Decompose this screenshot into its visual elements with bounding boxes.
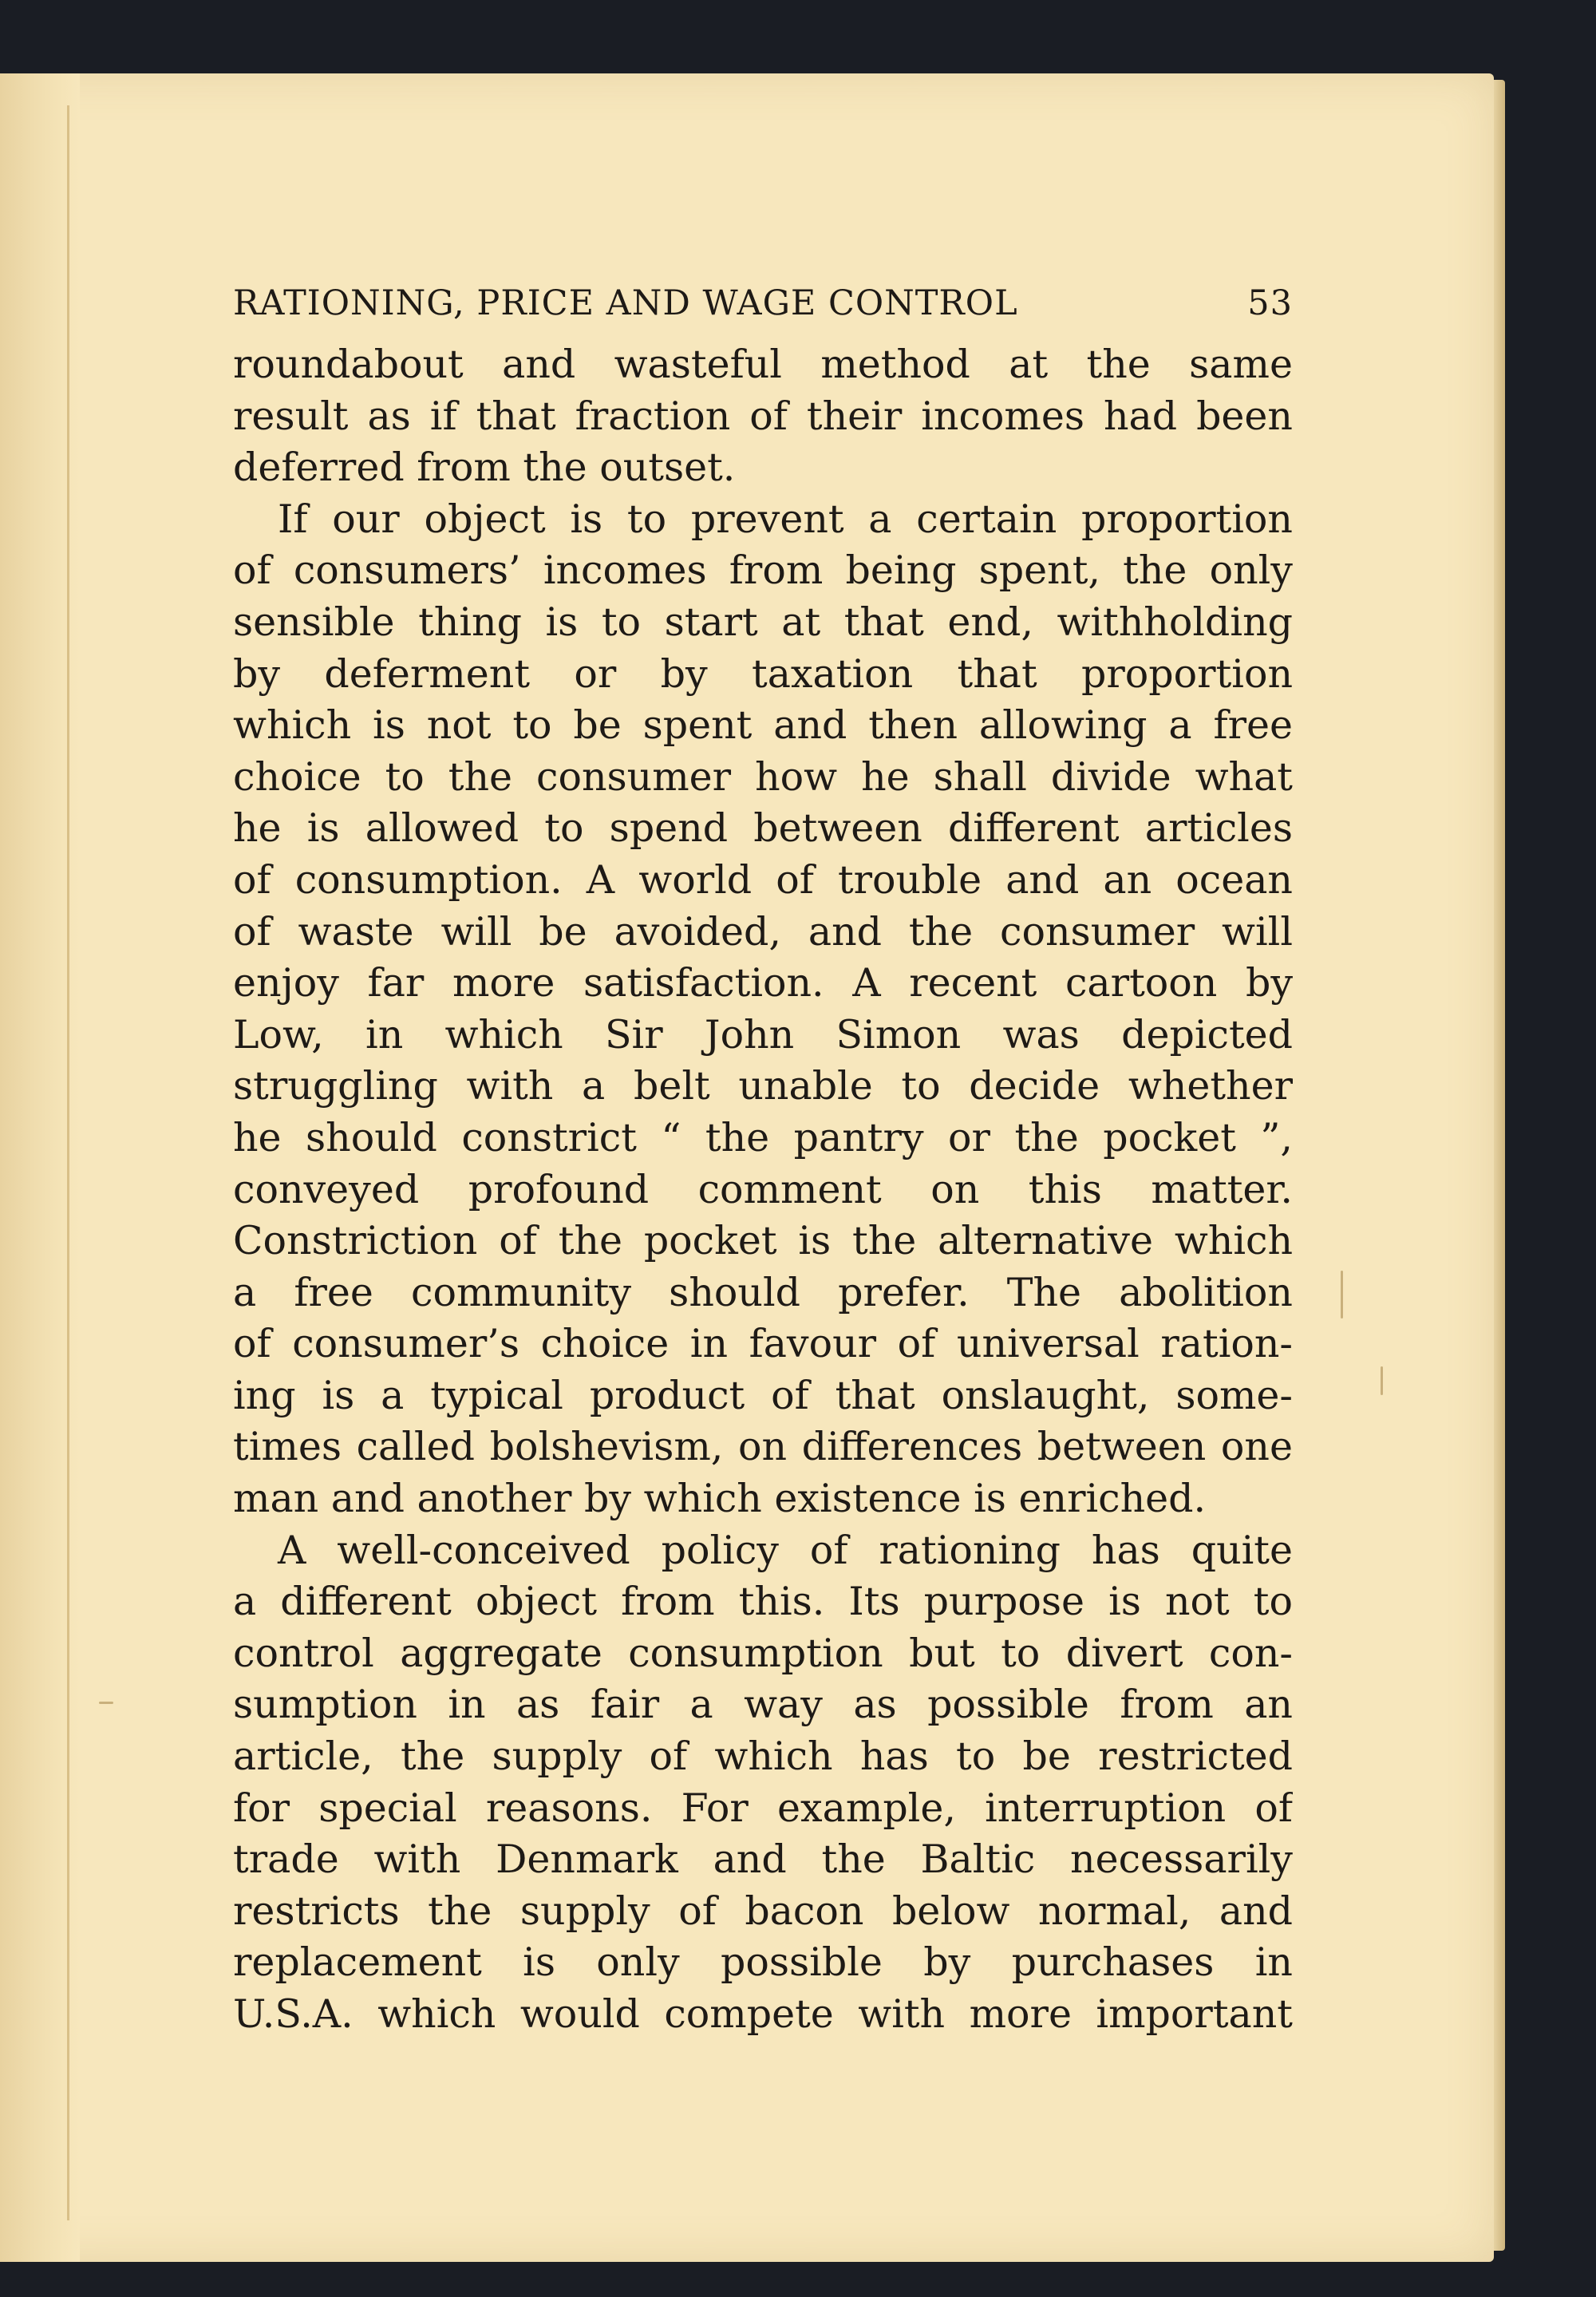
page-gutter xyxy=(0,73,80,2262)
running-head-title: RATIONING, PRICE AND WAGE CONTROL xyxy=(233,283,1018,323)
text-line: Constriction of the pocket is the alternative which xyxy=(233,1218,1293,1264)
text-line: which is not to be spent and then allowing a free xyxy=(233,702,1293,749)
text-line: by deferment or by taxation that proportion xyxy=(233,650,1293,697)
text-line: a free community should prefer. The abolition xyxy=(233,1269,1293,1315)
text-line: result as if that fraction of their incomes had been xyxy=(233,393,1293,439)
text-line: of consumption. A world of trouble and an ocean xyxy=(233,856,1293,903)
text-line: ing is a typical product of that onslaught, some- xyxy=(233,1372,1293,1418)
paper-speck xyxy=(1341,1271,1343,1319)
text-line: If our object is to prevent a certain proportion xyxy=(278,496,1293,542)
text-line: he is allowed to spend between different articles xyxy=(233,805,1293,852)
book-page xyxy=(0,73,1494,2262)
paper-speck xyxy=(99,1702,113,1704)
text-line: of waste will be avoided, and the consumer will xyxy=(233,908,1293,955)
page-number: 53 xyxy=(1247,283,1293,323)
text-line: for special reasons. For example, interruption of xyxy=(233,1785,1293,1831)
body-text xyxy=(233,339,1293,2041)
gutter-fold-line xyxy=(67,105,69,2220)
text-line: he should constrict “ the pantry or the pocket ”, xyxy=(233,1114,1293,1160)
text-line: choice to the consumer how he shall divide what xyxy=(233,753,1293,800)
running-head xyxy=(233,283,1293,334)
text-line: conveyed profound comment on this matter. xyxy=(233,1166,1293,1212)
text-line: struggling with a belt unable to decide whether xyxy=(233,1063,1293,1109)
text-line: A well-conceived policy of rationing has quite xyxy=(278,1527,1293,1573)
text-line: a different object from this. Its purpose is not to xyxy=(233,1579,1293,1625)
text-line: article, the supply of which has to be restricted xyxy=(233,1734,1293,1780)
text-line: Low, in which Sir John Simon was depicted xyxy=(233,1011,1293,1058)
text-line: roundabout and wasteful method at the same xyxy=(233,342,1293,387)
page-edge-stack xyxy=(1494,80,1505,2251)
text-line: replacement is only possible by purchases in xyxy=(233,1939,1293,1986)
text-line: of consumers’ incomes from being spent, the only xyxy=(233,548,1293,594)
text-line: restricts the supply of bacon below normal, and xyxy=(233,1888,1293,1934)
text-line: times called bolshevism, on differences between one xyxy=(233,1424,1293,1470)
text-block xyxy=(233,283,1293,2041)
text-line: U.S.A. which would compete with more important xyxy=(233,1991,1293,2037)
text-line: deferred from the outset. xyxy=(233,445,736,491)
text-line: control aggregate consumption but to divert con- xyxy=(233,1630,1293,1676)
text-line: sensible thing is to start at that end, withholding xyxy=(233,599,1293,645)
text-line: trade with Denmark and the Baltic necessarily xyxy=(233,1836,1293,1883)
text-line: enjoy far more satisfaction. A recent cartoon by xyxy=(233,960,1293,1006)
text-line: of consumer’s choice in favour of universal ration- xyxy=(233,1321,1293,1367)
paper-speck xyxy=(1381,1366,1383,1395)
text-line: man and another by which existence is enriched. xyxy=(233,1476,1207,1522)
text-line: sumption in as fair a way as possible from an xyxy=(233,1682,1293,1728)
